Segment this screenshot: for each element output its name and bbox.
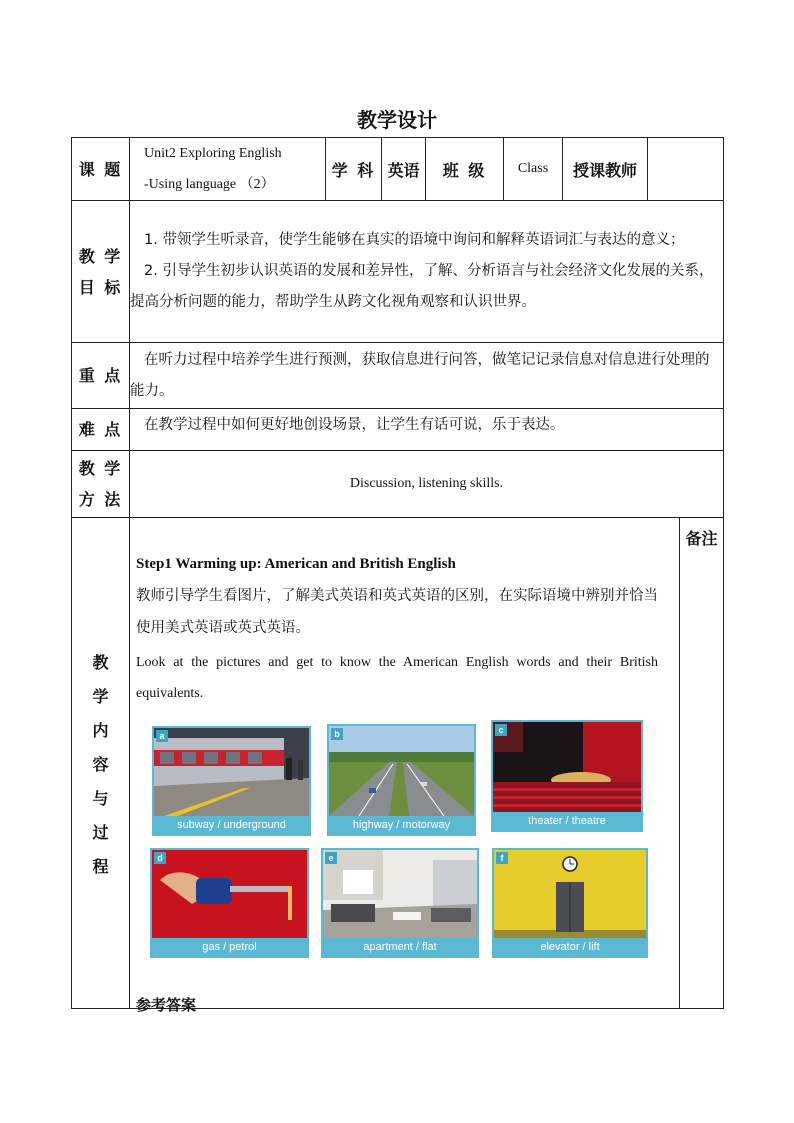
content-label-char: 程 <box>92 856 109 876</box>
key-points-text: 在听力过程中培养学生进行预测，获取信息进行问答，做笔记记录信息对信息进行处理的能力。 <box>130 343 724 409</box>
teacher-label: 授课教师 <box>563 138 648 201</box>
objectives-label-line-2: 目 标 <box>78 277 123 297</box>
reference-answer-label: 参考答案 <box>136 996 197 1014</box>
remarks-cell: 备注 <box>680 518 724 1009</box>
content-label-vertical <box>72 650 129 877</box>
course-value <box>130 138 326 201</box>
key-points-label: 重 点 <box>72 343 130 409</box>
content-label <box>72 518 130 1009</box>
course-line-1: Unit2 Exploring English <box>144 146 282 161</box>
content-label-char: 教 <box>92 652 109 672</box>
objectives-label-line-1: 教 学 <box>78 246 123 266</box>
picture-apartment <box>321 848 479 958</box>
step1-chinese-text: 教师引导学生看图片，了解美式英语和英式英语的区别，在实际语境中辨别并恰当使用美式英语或英式英语。 <box>136 588 658 636</box>
theater-image <box>493 722 641 812</box>
picture-theater <box>491 720 643 832</box>
class-label: 班 级 <box>426 138 504 201</box>
content-label-char: 过 <box>92 822 109 842</box>
methods-label-line-1: 教 学 <box>78 459 123 478</box>
objective-item-1: 1. 带领学生听录音，使学生能够在真实的语境中询问和解释英语词汇与表达的意义； <box>144 232 685 248</box>
methods-label-line-2: 方 法 <box>78 490 123 509</box>
methods-row <box>72 451 724 518</box>
apartment-image <box>323 850 477 938</box>
picture-tag-f: f <box>496 852 508 864</box>
teacher-value <box>648 138 724 201</box>
caption-elevator: elevator / lift <box>540 941 600 953</box>
caption-gas: gas / petrol <box>202 941 257 953</box>
picture-tag-c: c <box>495 724 507 736</box>
difficulties-text: 在教学过程中如何更好地创设场景，让学生有话可说，乐于表达。 <box>130 409 724 451</box>
course-line-2: -Using language （2） <box>144 177 275 192</box>
step1-english-text: Look at the pictures and get to know the American English words and their British equivalents. <box>136 655 658 701</box>
content-row <box>72 518 724 1009</box>
picture-tag-e: e <box>325 852 337 864</box>
content-label-char: 与 <box>92 788 109 808</box>
key-points-row <box>72 343 724 409</box>
header-row <box>72 138 724 201</box>
picture-tag-d: d <box>154 852 166 864</box>
gas-image <box>152 850 307 938</box>
difficulties-label: 难 点 <box>72 409 130 451</box>
difficulties-row <box>72 409 724 451</box>
picture-subway <box>152 726 311 836</box>
class-value: Class <box>504 138 563 201</box>
objectives-row <box>72 201 724 343</box>
subway-image <box>154 728 309 816</box>
methods-text: Discussion, listening skills. <box>130 451 724 518</box>
content-label-char: 容 <box>92 754 109 774</box>
methods-label <box>72 451 130 518</box>
step1-heading: Step1 Warming up: American and British English <box>136 556 456 572</box>
course-label: 课 题 <box>72 138 130 201</box>
picture-elevator <box>492 848 648 958</box>
caption-theater: theater / theatre <box>528 815 606 827</box>
objectives-label <box>72 201 130 343</box>
highway-image <box>329 726 474 816</box>
content-body <box>130 518 680 1014</box>
subject-value: 英语 <box>382 138 426 201</box>
lesson-plan-table <box>71 137 724 1014</box>
caption-subway: subway / underground <box>177 819 286 831</box>
picture-gas <box>150 848 309 958</box>
picture-tag-b: b <box>331 728 343 740</box>
caption-apartment: apartment / flat <box>363 941 437 953</box>
picture-tag-a: a <box>156 730 168 742</box>
subject-label: 学 科 <box>326 138 382 201</box>
objective-item-2: 2. 引导学生初步认识英语的发展和差异性，了解、分析语言与社会经济文化发展的关系，提高分析问题的能力，帮助学生从跨文化视角观察和认识世界。 <box>130 263 714 310</box>
caption-highway: highway / motorway <box>352 819 451 831</box>
content-label-char: 学 <box>92 686 109 706</box>
document-title: 教学设计 <box>357 108 437 132</box>
objectives-text <box>130 201 724 343</box>
elevator-image <box>494 850 646 938</box>
content-label-char: 内 <box>92 720 109 740</box>
picture-highway <box>327 724 476 836</box>
